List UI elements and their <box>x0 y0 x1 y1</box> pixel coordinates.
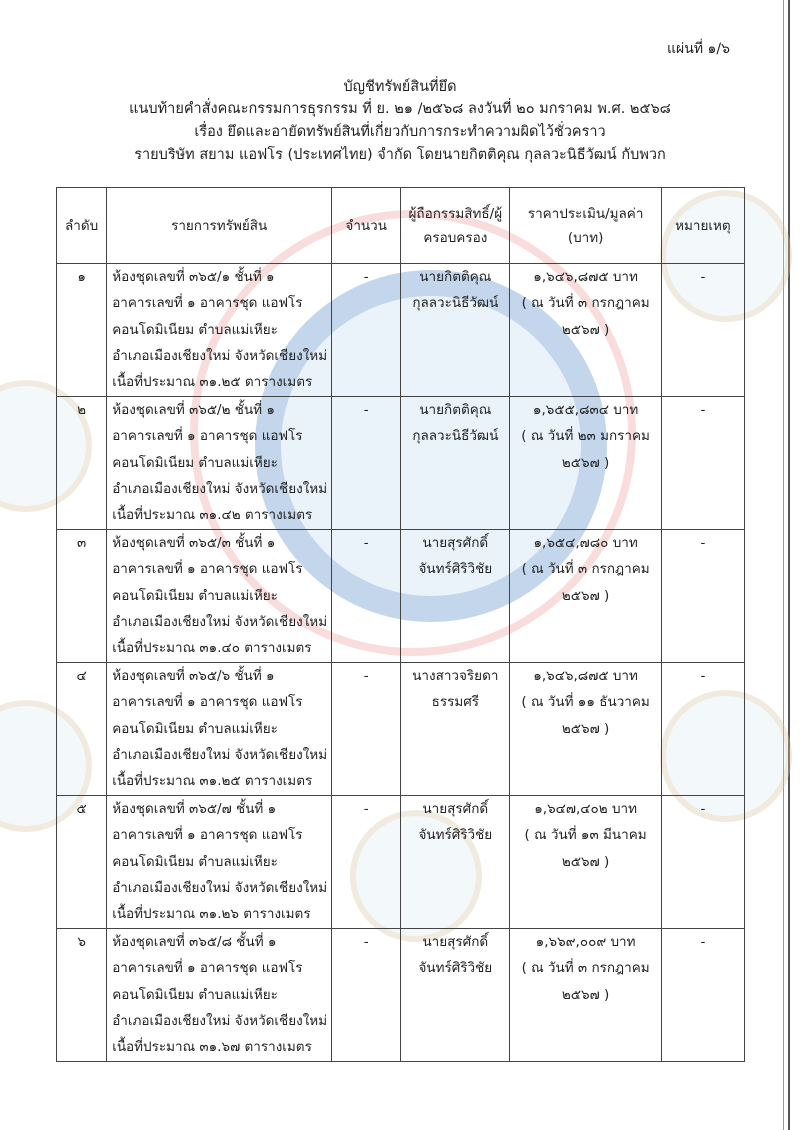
col-header-no: ลำดับ <box>57 188 107 264</box>
asset-line: คอนโดมิเนียม ตำบลแม่เหียะ <box>112 321 278 338</box>
quantity <box>332 929 401 1062</box>
asset-description <box>107 796 332 929</box>
sheet-number: แผ่นที่ ๑/๖ <box>667 41 730 57</box>
row-number <box>57 530 107 663</box>
col-header-asset: รายการทรัพย์สิน <box>107 188 332 264</box>
value-line: ๒๕๖๗ ) <box>561 853 610 870</box>
owner <box>401 530 510 663</box>
quantity-text: - <box>363 269 369 285</box>
owner-line: จันทร์ศิริวิชัย <box>418 561 493 578</box>
row-number <box>57 929 107 1062</box>
owner-line: นายกิตติคุณ <box>419 269 492 285</box>
asset-line: อาคารเลขที่ ๑ อาคารชุด แอฟโร <box>112 694 303 711</box>
asset-line: ห้องชุดเลขที่ ๓๖๕/๒ ชั้นที่ ๑ <box>112 402 275 418</box>
row-number-text: ๒ <box>77 402 87 418</box>
appraised-value <box>510 397 661 530</box>
owner-line: กุลลวะนิธีวัฒน์ <box>412 295 499 312</box>
appraised-value <box>510 929 661 1062</box>
value-line: ๑,๖๕๕,๘๓๔ บาท <box>532 402 639 418</box>
table-row <box>57 397 745 530</box>
table-row <box>57 796 745 929</box>
row-number-text: ๓ <box>76 535 87 551</box>
row-number-text: ๔ <box>76 668 87 684</box>
value-line: ๒๕๖๗ ) <box>561 587 610 604</box>
appraised-value <box>510 663 661 796</box>
asset-line: คอนโดมิเนียม ตำบลแม่เหียะ <box>112 720 278 737</box>
owner <box>401 663 510 796</box>
order-reference: แนบท้ายคำสั่งคณะกรรมการธุรกรรม ที่ ย. ๒๑ /๒๕๖๘ ลงวันที่ ๒๐ มกราคม พ.ศ. ๒๕๖๘ <box>129 101 671 117</box>
asset-description <box>107 929 332 1062</box>
asset-description <box>107 663 332 796</box>
col-header-note: หมายเหตุ <box>661 188 744 264</box>
owner-line: กุลลวะนิธีวัฒน์ <box>412 428 499 445</box>
asset-line: เนื้อที่ประมาณ ๓๑.๔๒ ตารางเมตร <box>112 507 313 524</box>
asset-line: อาคารเลขที่ ๑ อาคารชุด แอฟโร <box>112 827 303 844</box>
table-row <box>57 264 745 397</box>
page-edge <box>783 0 784 1130</box>
value-line: ( ณ วันที่ ๑๓ มีนาคม <box>524 827 647 844</box>
value-line: ( ณ วันที่ ๒๓ มกราคม <box>521 428 650 445</box>
asset-line: ห้องชุดเลขที่ ๓๖๕/๑ ชั้นที่ ๑ <box>112 269 275 285</box>
col-header-qty: จำนวน <box>332 188 401 264</box>
asset-description <box>107 264 332 397</box>
asset-line: คอนโดมิเนียม ตำบลแม่เหียะ <box>112 853 278 870</box>
asset-line: ห้องชุดเลขที่ ๓๖๕/๗ ชั้นที่ ๑ <box>112 801 277 817</box>
note <box>661 663 744 796</box>
asset-line: เนื้อที่ประมาณ ๓๑.๒๖ ตารางเมตร <box>112 906 311 923</box>
appraised-value <box>510 796 661 929</box>
owner <box>401 264 510 397</box>
note-text: - <box>700 402 706 418</box>
asset-line: อำเภอเมืองเชียงใหม่ จังหวัดเชียงใหม่ <box>112 879 328 896</box>
row-number <box>57 397 107 530</box>
note <box>661 929 744 1062</box>
owner <box>401 796 510 929</box>
asset-line: อำเภอเมืองเชียงใหม่ จังหวัดเชียงใหม่ <box>112 1012 328 1029</box>
value-line: ๒๕๖๗ ) <box>561 454 610 471</box>
asset-line: คอนโดมิเนียม ตำบลแม่เหียะ <box>112 587 278 604</box>
asset-line: อำเภอเมืองเชียงใหม่ จังหวัดเชียงใหม่ <box>112 613 328 630</box>
value-line: ๑,๖๔๖,๘๗๕ บาท <box>533 269 638 285</box>
note-text: - <box>700 801 706 817</box>
owner-line: นายสุรศักดิ์ <box>422 934 489 950</box>
quantity <box>332 663 401 796</box>
asset-line: อำเภอเมืองเชียงใหม่ จังหวัดเชียงใหม่ <box>112 347 328 364</box>
table-row <box>57 530 745 663</box>
note-text: - <box>700 269 706 285</box>
asset-line: คอนโดมิเนียม ตำบลแม่เหียะ <box>112 454 278 471</box>
value-line: ๒๕๖๗ ) <box>561 321 610 338</box>
asset-line: อาคารเลขที่ ๑ อาคารชุด แอฟโร <box>112 561 303 578</box>
table-header-row <box>57 188 745 264</box>
note <box>661 264 744 397</box>
note-text: - <box>700 668 706 684</box>
table-row <box>57 929 745 1062</box>
quantity <box>332 397 401 530</box>
row-number <box>57 264 107 397</box>
value-line: ๒๕๖๗ ) <box>561 986 610 1003</box>
subject-line: เรื่อง ยึดและอายัดทรัพย์สินที่เกี่ยวกับการกระทำความผิดไว้ชั่วคราว <box>194 124 606 140</box>
quantity-text: - <box>363 801 369 817</box>
value-line: ๒๕๖๗ ) <box>561 720 610 737</box>
asset-line: เนื้อที่ประมาณ ๓๑.๔๐ ตารางเมตร <box>112 640 312 657</box>
seized-assets-table <box>56 187 745 1062</box>
value-line: ( ณ วันที่ ๑๑ ธันวาคม <box>521 694 650 711</box>
owner <box>401 397 510 530</box>
quantity <box>332 264 401 397</box>
col-header-value: ราคาประเมิน/มูลค่า (บาท) <box>510 188 661 264</box>
quantity-text: - <box>363 535 369 551</box>
asset-line: ห้องชุดเลขที่ ๓๖๕/๘ ชั้นที่ ๑ <box>112 934 277 950</box>
asset-line: เนื้อที่ประมาณ ๓๑.๖๗ ตารางเมตร <box>112 1039 312 1056</box>
note <box>661 397 744 530</box>
asset-line: อาคารเลขที่ ๑ อาคารชุด แอฟโร <box>112 960 303 977</box>
appraised-value <box>510 264 661 397</box>
col-header-owner: ผู้ถือกรรมสิทธิ์/ผู้ครอบครอง <box>401 188 510 264</box>
value-line: ๑,๖๔๖,๘๗๕ บาท <box>533 668 638 684</box>
owner-line: นางสาวจริยดา <box>412 668 499 684</box>
row-number-text: ๑ <box>77 269 86 285</box>
asset-line: คอนโดมิเนียม ตำบลแม่เหียะ <box>112 986 278 1003</box>
asset-line: เนื้อที่ประมาณ ๓๑.๒๕ ตารางเมตร <box>112 773 313 790</box>
value-line: ๑,๖๖๙,๐๐๙ บาท <box>535 934 636 950</box>
asset-line: อาคารเลขที่ ๑ อาคารชุด แอฟโร <box>112 428 303 445</box>
asset-line: อำเภอเมืองเชียงใหม่ จังหวัดเชียงใหม่ <box>112 480 328 497</box>
note-text: - <box>700 535 706 551</box>
company-line: รายบริษัท สยาม แอฟโร (ประเทศไทย) จำกัด โดยนายกิตติคุณ กุลลวะนิธีวัฒน์ กับพวก <box>134 147 666 163</box>
owner-line: นายสุรศักดิ์ <box>422 535 489 551</box>
owner-line: นายสุรศักดิ์ <box>422 801 489 817</box>
owner-line: จันทร์ศิริวิชัย <box>418 960 493 977</box>
note <box>661 796 744 929</box>
owner-line: จันทร์ศิริวิชัย <box>418 827 493 844</box>
asset-line: ห้องชุดเลขที่ ๓๖๕/๖ ชั้นที่ ๑ <box>112 668 275 684</box>
quantity-text: - <box>363 402 369 418</box>
value-line: ๑,๖๕๔,๗๘๐ บาท <box>533 535 638 551</box>
quantity-text: - <box>363 668 369 684</box>
owner <box>401 929 510 1062</box>
asset-line: เนื้อที่ประมาณ ๓๑.๒๕ ตารางเมตร <box>112 374 313 391</box>
quantity <box>332 530 401 663</box>
table-row <box>57 663 745 796</box>
value-line: ( ณ วันที่ ๓ กรกฎาคม <box>521 960 650 977</box>
note <box>661 530 744 663</box>
value-line: ๑,๖๔๗,๔๐๒ บาท <box>534 801 637 817</box>
quantity-text: - <box>363 934 369 950</box>
row-number <box>57 663 107 796</box>
asset-line: อาคารเลขที่ ๑ อาคารชุด แอฟโร <box>112 295 303 312</box>
owner-line: ธรรมศรี <box>431 694 480 711</box>
note-text: - <box>700 934 706 950</box>
asset-line: ห้องชุดเลขที่ ๓๖๕/๓ ชั้นที่ ๑ <box>112 535 276 551</box>
row-number-text: ๖ <box>77 934 86 950</box>
asset-line: อำเภอเมืองเชียงใหม่ จังหวัดเชียงใหม่ <box>112 746 328 763</box>
row-number <box>57 796 107 929</box>
asset-description <box>107 397 332 530</box>
asset-description <box>107 530 332 663</box>
value-line: ( ณ วันที่ ๓ กรกฎาคม <box>521 561 650 578</box>
document-title: บัญชีทรัพย์สินที่ยึด <box>343 79 457 95</box>
appraised-value <box>510 530 661 663</box>
row-number-text: ๕ <box>76 801 87 817</box>
quantity <box>332 796 401 929</box>
page-edge <box>788 0 790 1130</box>
value-line: ( ณ วันที่ ๓ กรกฎาคม <box>521 295 650 312</box>
owner-line: นายกิตติคุณ <box>419 402 492 418</box>
